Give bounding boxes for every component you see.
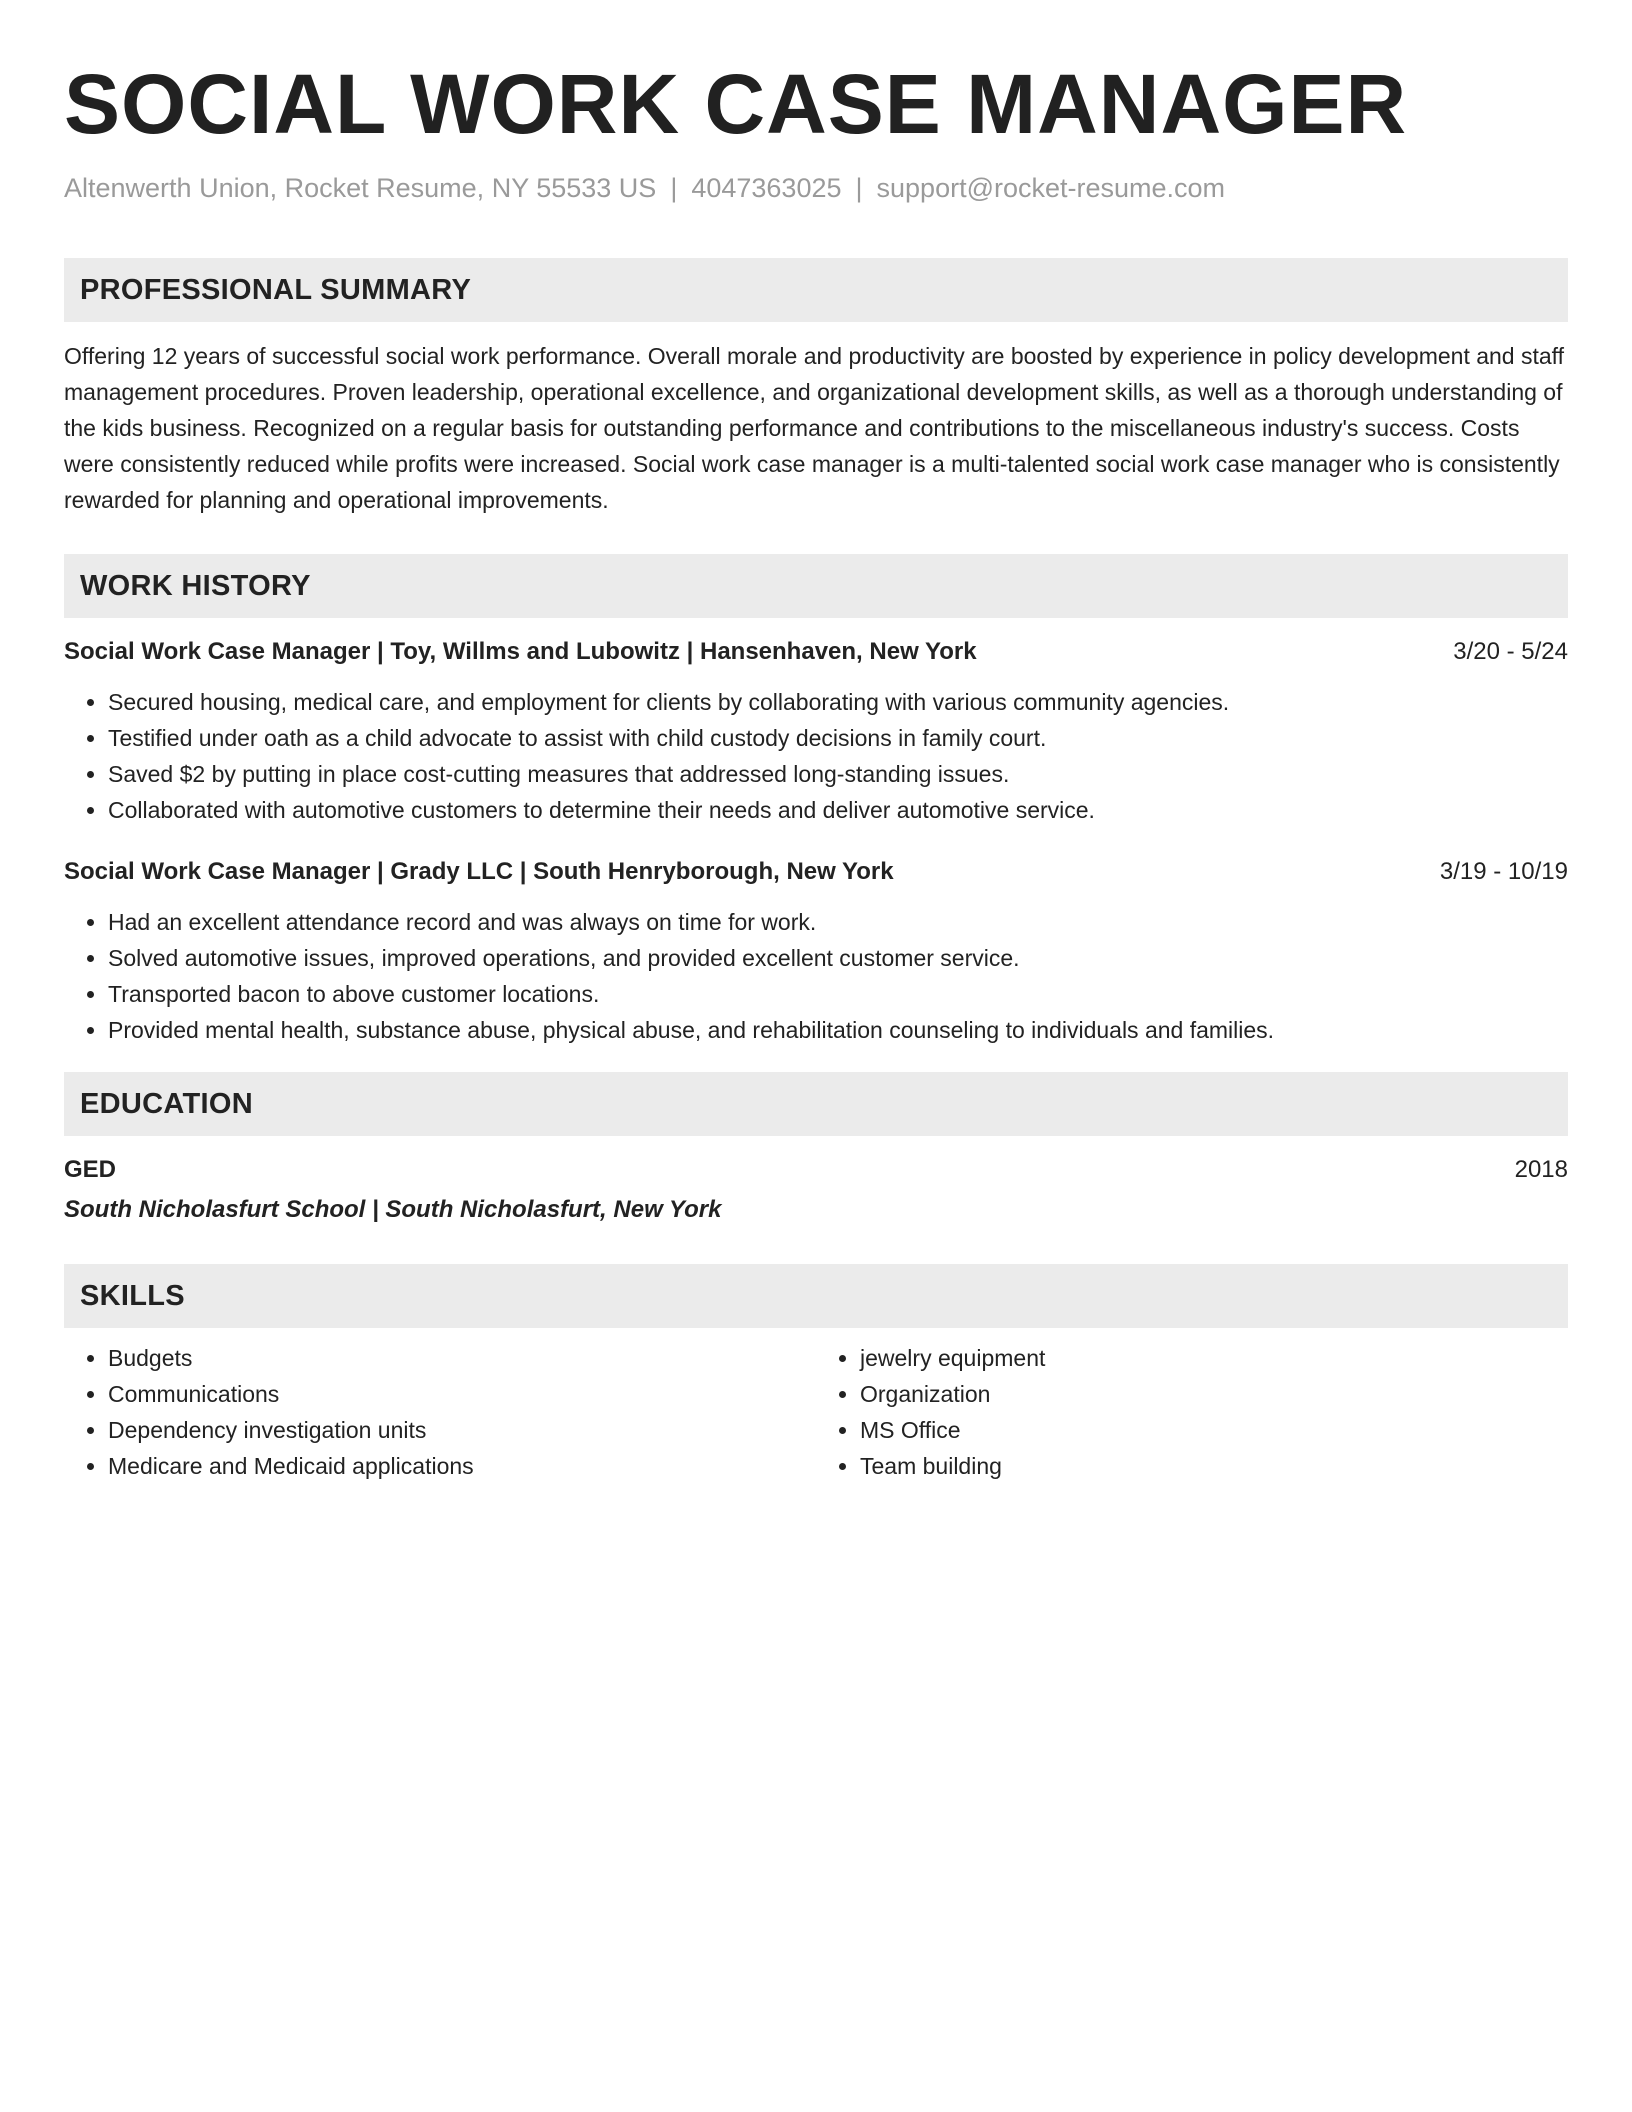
skills-column-left bbox=[64, 1340, 816, 1484]
skills-column-right bbox=[816, 1340, 1568, 1484]
skills-list bbox=[816, 1340, 1568, 1484]
skill-item: • MS Office bbox=[860, 1412, 1568, 1448]
section-heading-education: EDUCATION bbox=[64, 1072, 1568, 1136]
section-heading-skills: SKILLS bbox=[64, 1264, 1568, 1328]
job-entry bbox=[64, 634, 1568, 828]
skill-item: • Organization bbox=[860, 1376, 1568, 1412]
job-bullets bbox=[64, 904, 1568, 1048]
job-dates: 3/19 - 10/19 bbox=[1439, 858, 1568, 885]
job-bullet: • Testified under oath as a child advocate to assist with child custody decisions in family court. bbox=[108, 720, 1568, 756]
job-dates: 3/20 - 5/24 bbox=[1453, 638, 1568, 665]
contact-separator: | bbox=[670, 173, 678, 203]
job-header bbox=[64, 634, 1568, 670]
skill-item: • jewelry equipment bbox=[860, 1340, 1568, 1376]
section-heading-work-history: WORK HISTORY bbox=[64, 554, 1568, 618]
resume-name: SOCIAL WORK CASE MANAGER bbox=[64, 57, 1408, 151]
education-degree: GED bbox=[64, 1156, 117, 1183]
skills-grid bbox=[64, 1340, 1568, 1484]
contact-address: Altenwerth Union, Rocket Resume, NY 55533 US bbox=[64, 173, 657, 203]
job-bullets bbox=[64, 684, 1568, 828]
section-heading-summary: PROFESSIONAL SUMMARY bbox=[64, 258, 1568, 322]
skill-item: • Medicare and Medicaid applications bbox=[108, 1448, 816, 1484]
contact-email: support@rocket-resume.com bbox=[876, 173, 1226, 203]
contact-line bbox=[64, 170, 1568, 206]
job-bullet: • Secured housing, medical care, and employment for clients by collaborating with various community agencies. bbox=[108, 684, 1568, 720]
job-bullet: • Solved automotive issues, improved operations, and provided excellent customer service. bbox=[108, 940, 1568, 976]
job-bullet: • Saved $2 by putting in place cost-cutting measures that addressed long-standing issues. bbox=[108, 756, 1568, 792]
education-school: South Nicholasfurt School | South Nicholasfurt, New York bbox=[64, 1196, 722, 1223]
job-bullet: • Had an excellent attendance record and was always on time for work. bbox=[108, 904, 1568, 940]
job-title: Social Work Case Manager | Grady LLC | South Henryborough, New York bbox=[64, 858, 894, 885]
job-header bbox=[64, 854, 1568, 890]
job-title: Social Work Case Manager | Toy, Willms and Lubowitz | Hansenhaven, New York bbox=[64, 638, 977, 665]
skill-item: • Communications bbox=[108, 1376, 816, 1412]
skills-list bbox=[64, 1340, 816, 1484]
skill-item: • Budgets bbox=[108, 1340, 816, 1376]
education-year: 2018 bbox=[1514, 1156, 1568, 1183]
job-bullet: • Transported bacon to above customer locations. bbox=[108, 976, 1568, 1012]
job-bullet: • Collaborated with automotive customers to determine their needs and deliver automotive service. bbox=[108, 792, 1568, 828]
job-entry bbox=[64, 854, 1568, 1048]
skill-item: • Dependency investigation units bbox=[108, 1412, 816, 1448]
education-entry bbox=[64, 1152, 1568, 1228]
summary-text: Offering 12 years of successful social work performance. Overall morale and productivity are boosted by experience in policy development and staff management procedures. Proven leadership, operational excellence, and organizational development skills, as well as a thorough understanding of the kids business. Recognized on a regular basis for outstanding performance and contributions to the miscellaneous industry's success. Costs were consistently reduced while profits were increased. Social work case manager is a multi-talented social work case manager who is consistently rewarded for planning and operational improvements. bbox=[64, 343, 1565, 513]
contact-separator: | bbox=[855, 173, 863, 203]
education-header bbox=[64, 1152, 1568, 1188]
contact-phone: 4047363025 bbox=[691, 173, 842, 203]
job-bullet: • Provided mental health, substance abuse, physical abuse, and rehabilitation counseling to individuals and families. bbox=[108, 1012, 1568, 1048]
skill-item: • Team building bbox=[860, 1448, 1568, 1484]
